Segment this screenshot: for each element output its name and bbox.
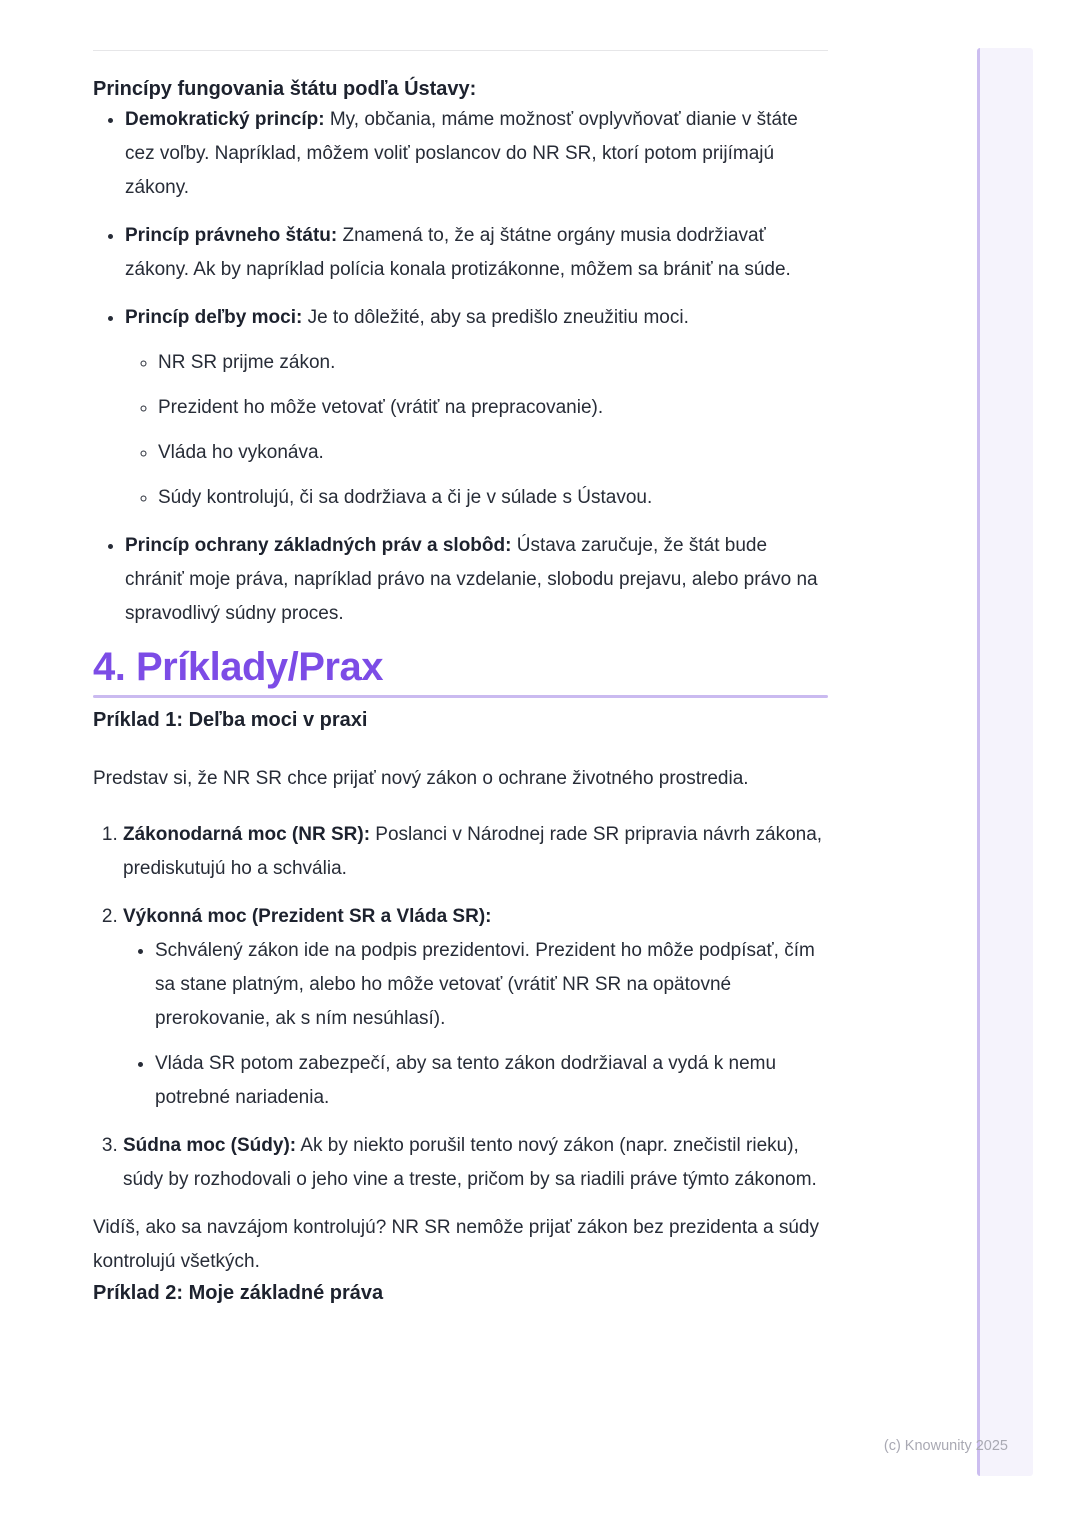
list-item: • Schválený zákon ide na podpis prezidentovi. Prezident ho môže podpísať, čím sa stane platným, alebo ho môže vetovať (vrátiť NR SR na opätovné prerokovanie, ak s ním nesúhlasí). (155, 934, 828, 1036)
list-item-text: My, občania, máme možnosť ovplyvňovať dianie v štáte cez voľby. Napríklad, môžem voliť poslancov do NR SR, ktorí potom prijímajú zákony. (125, 109, 798, 198)
list-item-lead: Demokratický princíp: (125, 109, 325, 130)
separation-of-powers-sublist (125, 346, 828, 515)
example1-heading: Príklad 1: Deľba moci v praxi (93, 709, 368, 731)
list-item: ◦ Prezident ho môže vetovať (vrátiť na prepracovanie). (158, 391, 828, 425)
copyright-note: (c) Knowunity 2025 (883, 1438, 1008, 1454)
list-item-lead: Princíp deľby moci: (125, 307, 303, 328)
list-item-text: Je to dôležité, aby sa predišlo zneužitiu moci. (302, 307, 689, 328)
example1-outro: Vidíš, ako sa navzájom kontrolujú? NR SR nemôže prijať zákon bez prezidenta a súdy kontrolujú všetkých. (93, 1217, 819, 1272)
step-text: Poslanci v Národnej rade SR pripravia návrh zákona, prediskutujú ho a schvália. (123, 824, 823, 879)
list-item-democratic-principle (125, 103, 828, 205)
step-lead: Výkonná moc (Prezident SR a Vláda SR): (123, 906, 492, 927)
example1-intro: Predstav si, že NR SR chce prijať nový zákon o ochrane životného prostredia. (93, 768, 749, 789)
step-executive-power (123, 900, 828, 1115)
list-item: ◦ Vláda ho vykonáva. (158, 436, 828, 470)
list-item: ◦ Súdy kontrolujú, či sa dodržiava a či je v súlade s Ústavou. (158, 481, 828, 515)
section-4-heading: 4. Príklady/Prax (93, 645, 383, 689)
list-item: ◦ NR SR prijme zákon. (158, 346, 828, 380)
list-item-rights-protection (125, 529, 828, 631)
step-lead: Zákonodarná moc (NR SR): (123, 824, 371, 845)
executive-power-sublist (123, 934, 828, 1115)
step-legislative-power (123, 818, 828, 886)
list-item: • Vláda SR potom zabezpečí, aby sa tento zákon dodržiaval a vydá k nemu potrebné nariadenia. (155, 1047, 828, 1115)
example2-heading: Príklad 2: Moje základné práva (93, 1282, 384, 1304)
step-lead: Súdna moc (Súdy): (123, 1135, 297, 1156)
list-item-rule-of-law (125, 219, 828, 287)
principles-list (93, 103, 828, 631)
list-item-text: Znamená to, že aj štátne orgány musia dodržiavať zákony. Ak by napríklad polícia konala protizákonne, môžem sa brániť na súde. (125, 225, 791, 280)
list-item-text: Ústava zaručuje, že štát bude chrániť moje práva, napríklad právo na vzdelanie, slobodu prejavu, alebo právo na spravodlivý súdny proces. (125, 535, 818, 624)
list-item-separation-of-powers (125, 301, 828, 515)
step-judicial-power (123, 1129, 828, 1197)
list-item-lead: Princíp právneho štátu: (125, 225, 338, 246)
list-item-lead: Princíp ochrany základných práv a slobôd: (125, 535, 512, 556)
section-divider (93, 695, 828, 698)
principles-heading: Princípy fungovania štátu podľa Ústavy: (93, 78, 477, 100)
step-text: Ak by niekto porušil tento nový zákon (napr. znečistil rieku), súdy by rozhodovali o jeho vine a treste, pričom by sa riadili práve týmto zákonom. (123, 1135, 817, 1190)
document-content (93, 50, 828, 1307)
right-margin-bar (977, 48, 1033, 1476)
example1-steps-list (93, 818, 828, 1197)
